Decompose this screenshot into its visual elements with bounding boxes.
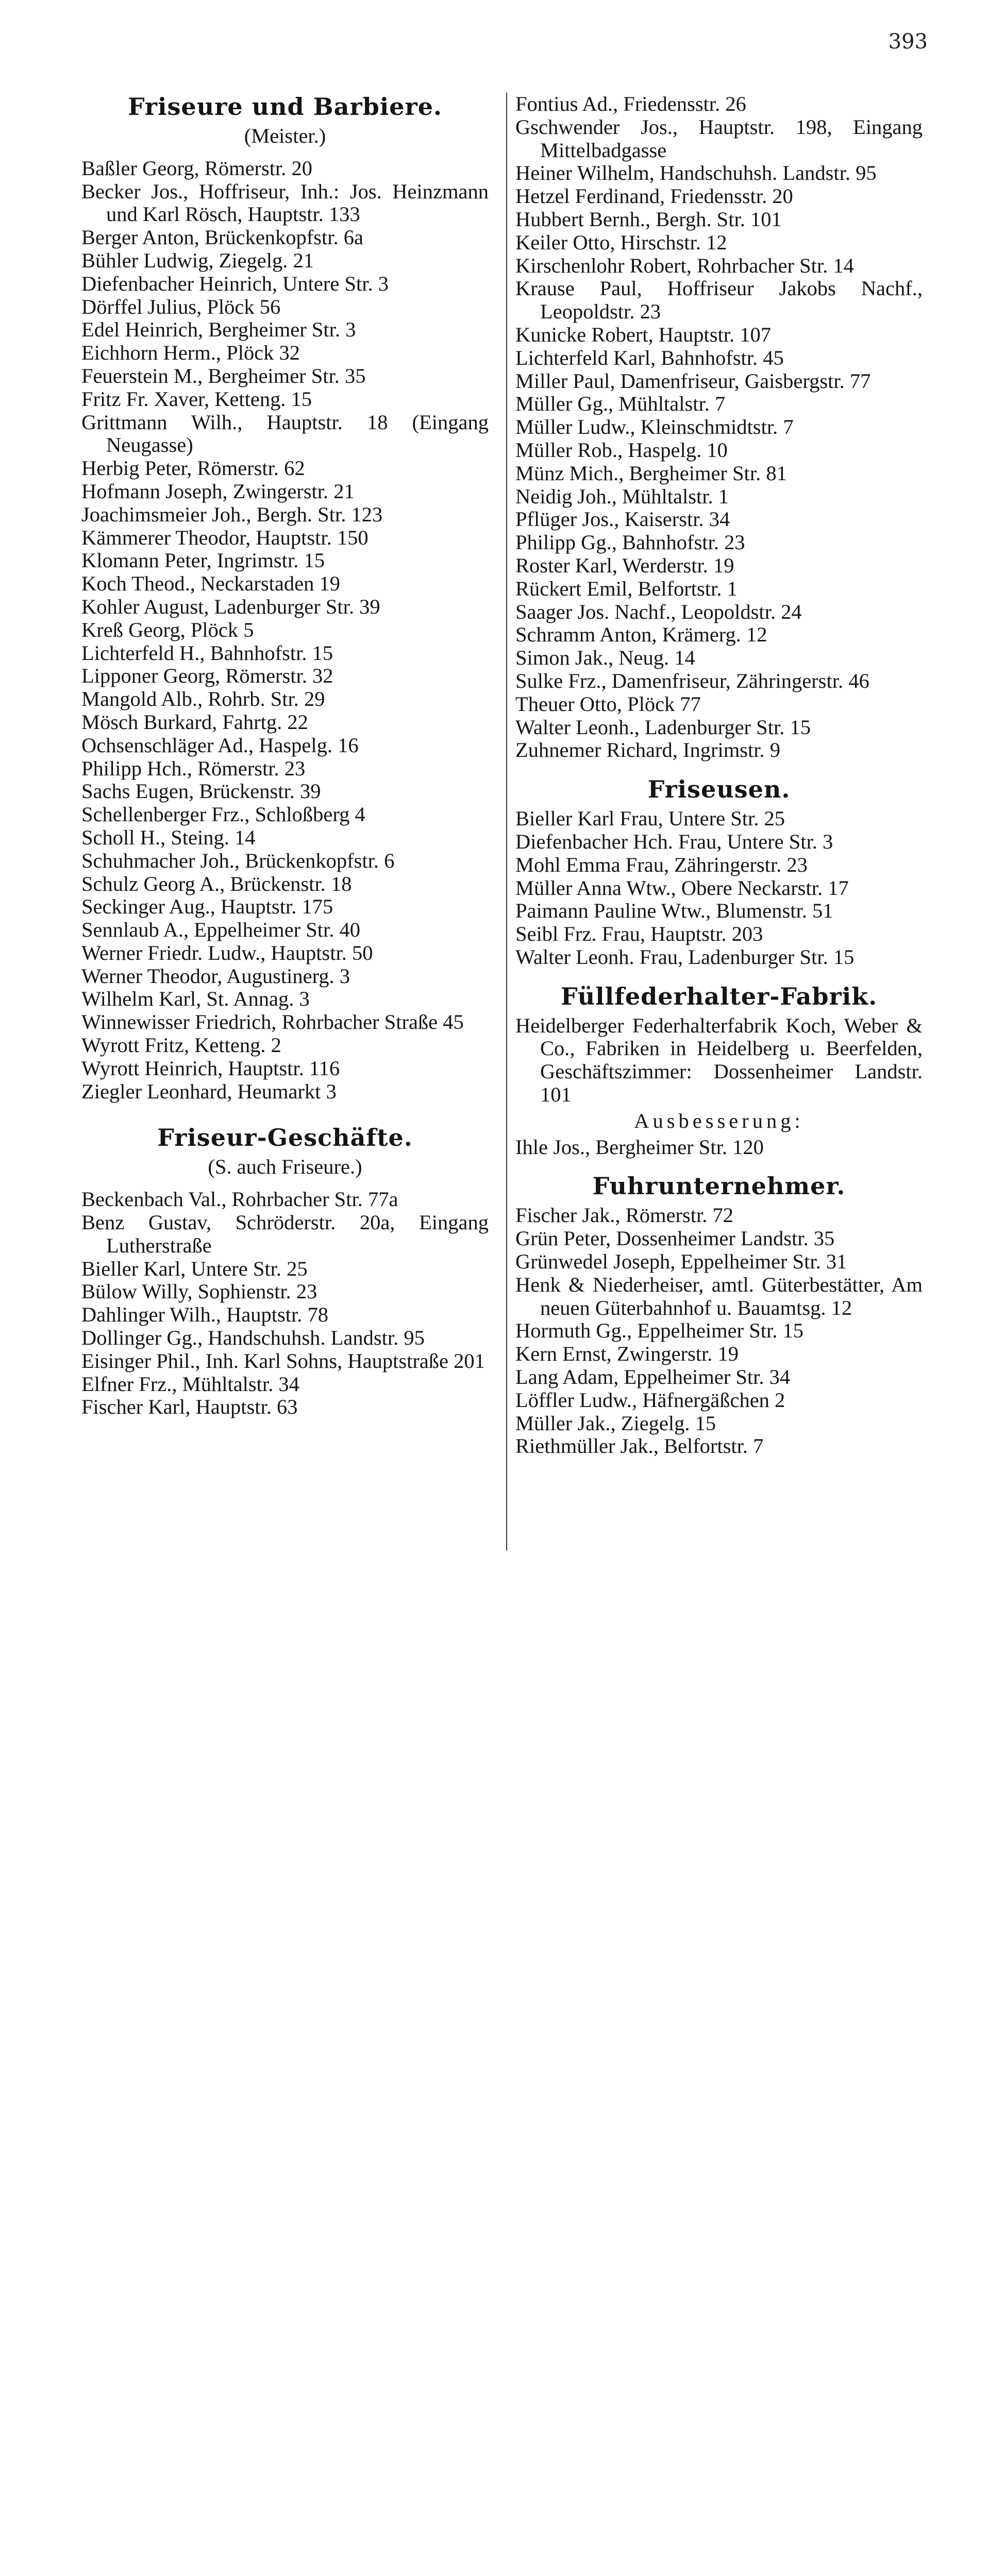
- directory-entry: Baßler Georg, Römerstr. 20: [81, 156, 313, 180]
- directory-entry: Keiler Otto, Hirschstr. 12: [515, 230, 727, 254]
- left-column: [81, 93, 489, 1419]
- directory-entry: Koch Theod., Neckarstaden 19: [81, 572, 340, 596]
- directory-entry: Lichterfeld H., Bahnhofstr. 15: [81, 641, 333, 665]
- section-subtitle-meister: (Meister.): [244, 124, 326, 147]
- directory-entry: Kunicke Robert, Hauptstr. 107: [515, 323, 772, 346]
- directory-entry: Wilhelm Karl, St. Annag. 3: [81, 987, 310, 1011]
- directory-entry: Müller Ludw., Kleinschmidtstr. 7: [515, 415, 794, 439]
- directory-entry: Krause Paul, Hoffriseur Jakobs Nachf., Leopoldstr. 23: [515, 277, 923, 324]
- footer-bar: [0, 1579, 988, 1672]
- entry-list-fuhrunternehmer: [515, 1204, 923, 1458]
- directory-entry: Mangold Alb., Rohrb. Str. 29: [81, 687, 325, 711]
- section-title-fuellfederhalter: Füllfederhalter-Fabrik.: [560, 982, 878, 1010]
- directory-entry: Werner Theodor, Augustinerg. 3: [81, 964, 350, 988]
- directory-entry: Löffler Ludw., Häfnergäßchen 2: [515, 1388, 785, 1412]
- directory-entry: Fritz Fr. Xaver, Ketteng. 15: [81, 387, 312, 411]
- section-title-friseur-geschaefte: Friseur-Geschäfte.: [157, 1124, 413, 1152]
- directory-entry: Grünwedel Joseph, Eppelheimer Str. 31: [515, 1250, 847, 1274]
- directory-entry: Hofmann Joseph, Zwingerstr. 21: [81, 479, 355, 503]
- section-subtitle-see-also: (S. auch Friseure.): [208, 1155, 362, 1179]
- directory-entry: Müller Rob., Haspelg. 10: [515, 438, 728, 462]
- right-column: [515, 93, 923, 1458]
- directory-entry: Kohler August, Ladenburger Str. 39: [81, 595, 380, 618]
- directory-entry: Schulz Georg A., Brückenstr. 18: [81, 872, 352, 895]
- directory-entry: Riethmüller Jak., Belfortstr. 7: [515, 1434, 764, 1458]
- directory-entry: Henk & Niederheiser, amtl. Güterbestätter, Am neuen Güterbahnhof u. Bauamtsg. 12: [515, 1273, 923, 1319]
- entry-list-fuellfederhalter: [515, 1014, 923, 1107]
- repair-label: Ausbesserung:: [634, 1109, 804, 1132]
- directory-entry: Feuerstein M., Bergheimer Str. 35: [81, 364, 366, 387]
- section-title-friseusen: Friseusen.: [647, 775, 791, 804]
- directory-entry: Sennlaub A., Eppelheimer Str. 40: [81, 918, 361, 942]
- directory-entry: Miller Paul, Damenfriseur, Gaisbergstr. 77: [515, 369, 871, 393]
- directory-entry: Diefenbacher Hch. Frau, Untere Str. 3: [515, 829, 833, 853]
- directory-entry: Ihle Jos., Bergheimer Str. 120: [515, 1135, 764, 1159]
- directory-entry: Mohl Emma Frau, Zähringerstr. 23: [515, 853, 808, 876]
- directory-entry: Dahlinger Wilh., Hauptstr. 78: [81, 1303, 329, 1327]
- directory-entry: Edel Heinrich, Bergheimer Str. 3: [81, 318, 356, 342]
- directory-entry: Zuhnemer Richard, Ingrimstr. 9: [515, 738, 781, 762]
- directory-entry: Theuer Otto, Plöck 77: [515, 692, 701, 716]
- directory-entry: Fischer Jak., Römerstr. 72: [515, 1204, 733, 1227]
- directory-entry: Simon Jak., Neug. 14: [515, 646, 695, 670]
- directory-entry: Wyrott Heinrich, Hauptstr. 116: [81, 1056, 340, 1080]
- directory-entry: Hormuth Gg., Eppelheimer Str. 15: [515, 1319, 804, 1343]
- directory-entry: Lipponer Georg, Römerstr. 32: [81, 664, 333, 688]
- directory-entry: Philipp Gg., Bahnhofstr. 23: [515, 531, 745, 554]
- directory-entry: Werner Friedr. Ludw., Hauptstr. 50: [81, 941, 373, 964]
- entry-list-friseur-geschaefte: [81, 1188, 489, 1419]
- directory-entry: Grün Peter, Dossenheimer Landstr. 35: [515, 1227, 835, 1250]
- directory-entry: Hetzel Ferdinand, Friedensstr. 20: [515, 184, 793, 208]
- directory-entry: Heidelberger Federhalterfabrik Koch, Weber & Co., Fabriken in Heidelberg u. Beerfelden, Geschäftszimmer: Dossenheimer Landstr. 101: [515, 1013, 923, 1107]
- directory-entry: Müller Gg., Mühltalstr. 7: [515, 392, 726, 416]
- directory-entry: Hubbert Bernh., Bergh. Str. 101: [515, 207, 782, 231]
- directory-entry: Berger Anton, Brückenkopfstr. 6a: [81, 226, 364, 249]
- directory-entry: Schramm Anton, Krämerg. 12: [515, 623, 767, 647]
- directory-entry: Paimann Pauline Wtw., Blumenstr. 51: [515, 899, 833, 923]
- directory-entry: Philipp Hch., Römerstr. 23: [81, 756, 306, 780]
- directory-entry: Mösch Burkard, Fahrtg. 22: [81, 710, 308, 734]
- directory-entry: Bieller Karl Frau, Untere Str. 25: [515, 807, 785, 831]
- directory-entry: Ziegler Leonhard, Heumarkt 3: [81, 1079, 337, 1103]
- directory-entry: Gschwender Jos., Hauptstr. 198, Eingang Mittelbadgasse: [515, 115, 923, 162]
- directory-entry: Ochsenschläger Ad., Haspelg. 16: [81, 733, 359, 757]
- directory-entry: Eichhorn Herm., Plöck 32: [81, 341, 300, 365]
- entry-list-friseusen: [515, 807, 923, 969]
- directory-entry: Fischer Karl, Hauptstr. 63: [81, 1395, 298, 1419]
- directory-entry: Herbig Peter, Römerstr. 62: [81, 456, 305, 480]
- directory-entry: Wyrott Fritz, Ketteng. 2: [81, 1033, 281, 1057]
- directory-entry: Kämmerer Theodor, Hauptstr. 150: [81, 526, 369, 549]
- directory-entry: Elfner Frz., Mühltalstr. 34: [81, 1372, 299, 1396]
- directory-entry: Kreß Georg, Plöck 5: [81, 618, 254, 641]
- directory-entry: Müller Anna Wtw., Obere Neckarstr. 17: [515, 876, 849, 900]
- directory-entry: Scholl H., Steing. 14: [81, 825, 256, 849]
- directory-entry: Becker Jos., Hoffriseur, Inh.: Jos. Heinzmann und Karl Rösch, Hauptstr. 133: [81, 179, 489, 226]
- directory-entry: Benz Gustav, Schröderstr. 20a, Eingang Lutherstraße: [81, 1211, 489, 1257]
- directory-entry: Neidig Joh., Mühltalstr. 1: [515, 484, 729, 508]
- directory-entry: Grittmann Wilh., Hauptstr. 18 (Eingang Neugasse): [81, 410, 489, 457]
- directory-entry: Fontius Ad., Friedensstr. 26: [515, 92, 746, 115]
- section-title-fuhrunternehmer: Fuhrunternehmer.: [592, 1172, 846, 1200]
- directory-entry: Sachs Eugen, Brückenstr. 39: [81, 779, 321, 803]
- directory-entry: Beckenbach Val., Rohrbacher Str. 77a: [81, 1188, 398, 1211]
- directory-entry: Bühler Ludwig, Ziegelg. 21: [81, 248, 314, 272]
- column-divider: [506, 93, 507, 1551]
- directory-entry: Klomann Peter, Ingrimstr. 15: [81, 549, 325, 572]
- directory-entry: Dörffel Julius, Plöck 56: [81, 295, 281, 318]
- directory-entry: Saager Jos. Nachf., Leopoldstr. 24: [515, 600, 802, 623]
- directory-entry: Sulke Frz., Damenfriseur, Zähringerstr. 46: [515, 669, 869, 692]
- directory-entry: Münz Mich., Bergheimer Str. 81: [515, 461, 787, 485]
- directory-entry: Heiner Wilhelm, Handschuhsh. Landstr. 95: [515, 161, 877, 185]
- directory-entry: Bülow Willy, Sophienstr. 23: [81, 1280, 317, 1303]
- directory-entry: Roster Karl, Werderstr. 19: [515, 553, 734, 577]
- directory-entry: Seckinger Aug., Hauptstr. 175: [81, 895, 333, 919]
- directory-entry: Kern Ernst, Zwingerstr. 19: [515, 1342, 739, 1366]
- directory-entry: Walter Leonh., Ladenburger Str. 15: [515, 715, 811, 739]
- directory-entry: Winnewisser Friedrich, Rohrbacher Straße 45: [81, 1010, 464, 1034]
- entry-list-friseur-geschaefte-continued: [515, 93, 923, 762]
- directory-entry: Lichterfeld Karl, Bahnhofstr. 45: [515, 346, 784, 369]
- section-title-friseure: Friseure und Barbiere.: [127, 93, 443, 121]
- entry-list-ausbesserung: [515, 1136, 923, 1159]
- directory-entry: Schellenberger Frz., Schloßberg 4: [81, 803, 365, 826]
- directory-entry: Diefenbacher Heinrich, Untere Str. 3: [81, 272, 389, 295]
- directory-entry: Pflüger Jos., Kaiserstr. 34: [515, 507, 730, 531]
- directory-entry: Dollinger Gg., Handschuhsh. Landstr. 95: [81, 1326, 425, 1350]
- directory-entry: Bieller Karl, Untere Str. 25: [81, 1257, 308, 1280]
- directory-entry: Müller Jak., Ziegelg. 15: [515, 1411, 716, 1435]
- directory-entry: Rückert Emil, Belfortstr. 1: [515, 577, 738, 600]
- directory-entry: Walter Leonh. Frau, Ladenburger Str. 15: [515, 945, 855, 969]
- directory-entry: Lang Adam, Eppelheimer Str. 34: [515, 1365, 791, 1389]
- directory-entry: Kirschenlohr Robert, Rohrbacher Str. 14: [515, 253, 854, 277]
- directory-entry: Joachimsmeier Joh., Bergh. Str. 123: [81, 502, 383, 526]
- directory-entry: Schuhmacher Joh., Brückenkopfstr. 6: [81, 849, 395, 872]
- entry-list-friseure: [81, 157, 489, 1104]
- directory-entry: Seibl Frz. Frau, Hauptstr. 203: [515, 922, 763, 946]
- page-number: 393: [888, 30, 928, 54]
- directory-entry: Eisinger Phil., Inh. Karl Sohns, Hauptstraße 201: [81, 1349, 485, 1372]
